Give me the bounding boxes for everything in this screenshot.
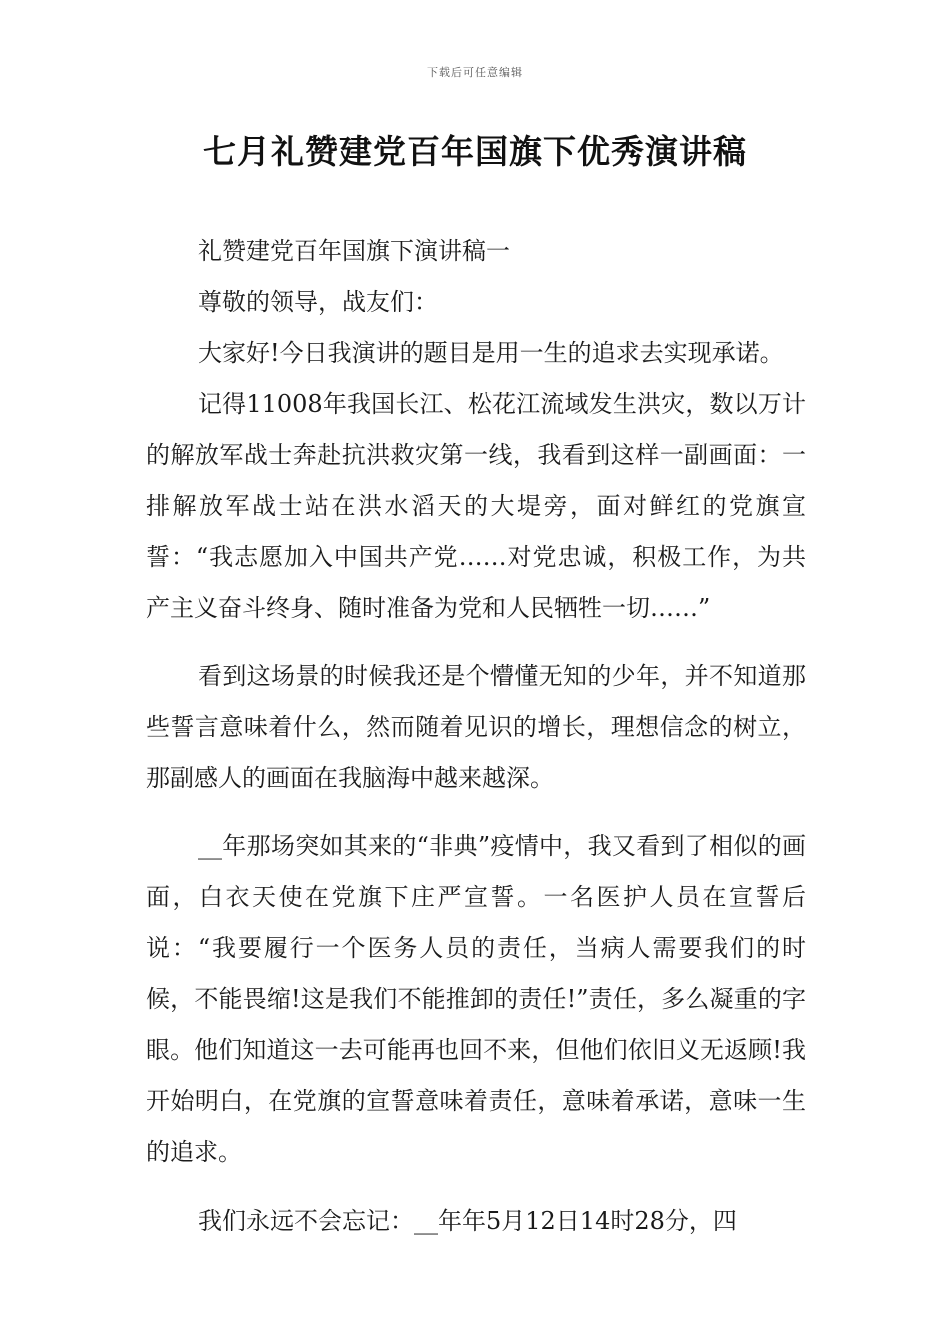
page-header-note: 下载后可任意编辑 (427, 66, 523, 79)
document-title: 七月礼赞建党百年国旗下优秀演讲稿 (203, 132, 747, 171)
paragraph-subtitle: 礼赞建党百年国旗下演讲稿一 (198, 237, 510, 265)
paragraph-sars: __年那场突如其来的“非典”疫情中，我又看到了相似的画面，白衣天使在党旗下庄严宣誓。一名医护人员在宣誓后说：“我要履行一个医务人员的责任，当病人需要我们的时候，不能畏缩!这是我们不能推卸的责任!”责任，多么凝重的字眼。他们知道这一去可能再也回不来，但他们依旧义无返顾!我开始明白，在党旗的宣誓意味着责任，意味着承诺，意味一生的追求。 (146, 832, 806, 1166)
document-body (146, 226, 806, 1247)
paragraph-youth-reflection: 看到这场景的时候我还是个懵懂无知的少年，并不知道那些誓言意味着什么，然而随着见识的增长，理想信念的树立，那副感人的画面在我脑海中越来越深。 (146, 662, 806, 792)
paragraph-flood-memory: 记得11008年我国长江、松花江流域发生洪灾，数以万计的解放军战士奔赴抗洪救灾第一线，我看到这样一副画面：一排解放军战士站在洪水滔天的大堤旁，面对鲜红的党旗宣誓：“我志愿加入中国共产党……对党忠诚，积极工作，为共产主义奋斗终身、随时准备为党和人民牺牲一切……” (146, 390, 806, 622)
paragraph-greeting: 大家好!今日我演讲的题目是用一生的追求去实现承诺。 (198, 339, 784, 367)
paragraph-salutation: 尊敬的领导，战友们： (198, 288, 438, 316)
paragraph-earthquake: 我们永远不会忘记：__年年5月12日14时28分，四 (198, 1207, 737, 1235)
